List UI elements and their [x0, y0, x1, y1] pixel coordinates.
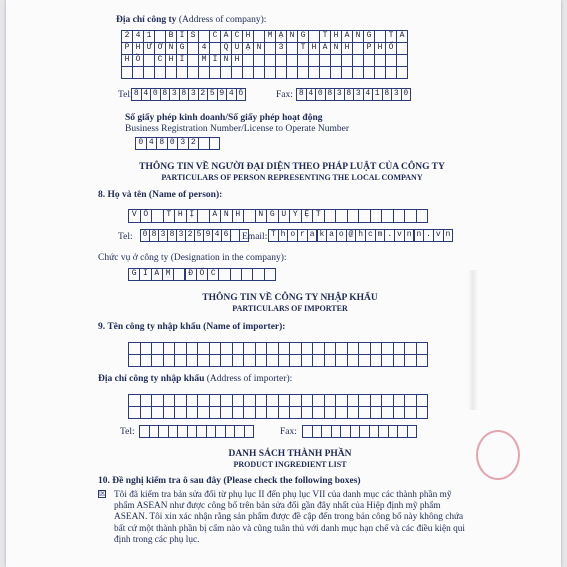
char-box[interactable]: m [375, 229, 386, 242]
importer-fax-label: Fax: [280, 427, 297, 437]
char-box[interactable] [416, 354, 429, 367]
char-box[interactable]: 4 [132, 30, 144, 43]
char-box[interactable]: H [341, 42, 353, 55]
char-box[interactable]: N [253, 42, 265, 55]
char-box[interactable]: 2 [121, 30, 133, 43]
char-box[interactable]: N [220, 209, 233, 223]
company-address-grid [121, 30, 408, 79]
char-box[interactable]: I [139, 268, 151, 281]
importer-name-grid [128, 342, 428, 367]
char-box[interactable]: Ồ [132, 54, 144, 67]
char-box[interactable] [407, 425, 418, 438]
char-box[interactable]: 0 [167, 137, 179, 150]
importer-tel-grid [139, 425, 254, 438]
char-box[interactable] [396, 66, 408, 79]
char-box[interactable] [416, 209, 429, 223]
char-box[interactable]: 3 [353, 88, 364, 101]
company-tel-label: Tel: [118, 90, 133, 100]
form-page [6, 0, 561, 567]
char-box[interactable]: H [232, 209, 245, 223]
char-box[interactable]: 8 [167, 229, 177, 242]
section-ingredients-title: DANH SÁCH THÀNH PHẦN [228, 449, 352, 459]
char-box[interactable]: S [187, 30, 199, 43]
char-box[interactable]: M [198, 54, 210, 67]
char-box[interactable]: Á [220, 30, 232, 43]
char-box[interactable]: N [330, 42, 342, 55]
check-heading: 10. Đề nghị kiểm tra ô sau đây (Please check the following boxes) [98, 476, 361, 486]
char-box[interactable]: 8 [344, 88, 355, 101]
char-box[interactable]: 9 [203, 229, 213, 242]
char-box[interactable]: C [154, 54, 166, 67]
char-box[interactable]: N [286, 30, 298, 43]
char-box[interactable]: 6 [221, 229, 231, 242]
char-box[interactable]: Ư [143, 42, 155, 55]
designation-grid [128, 268, 276, 281]
char-box[interactable]: 4 [212, 229, 222, 242]
char-box[interactable]: 3 [188, 88, 199, 101]
section-ingredients-subtitle: PRODUCT INGREDIENT LIST [233, 460, 347, 469]
char-box[interactable]: N [165, 42, 177, 55]
char-box[interactable]: T [297, 42, 309, 55]
char-box[interactable]: Á [151, 268, 163, 281]
char-box[interactable]: V [128, 209, 141, 223]
char-box[interactable]: 8 [382, 88, 393, 101]
char-box[interactable]: Ờ [154, 42, 166, 55]
char-box[interactable]: 2 [185, 229, 195, 242]
char-box[interactable]: T [319, 30, 331, 43]
char-box[interactable]: G [128, 268, 140, 281]
char-box[interactable]: o [336, 229, 347, 242]
company-fax-grid [296, 88, 411, 101]
char-box[interactable]: v [433, 229, 444, 242]
char-box[interactable]: 4 [226, 88, 237, 101]
char-box[interactable]: k [317, 229, 328, 242]
person-tel-label: Tel: [118, 232, 133, 242]
page-fold-shadow [468, 270, 478, 410]
char-box[interactable]: P [363, 42, 375, 55]
char-box[interactable]: a [326, 229, 337, 242]
char-box[interactable]: C [231, 30, 243, 43]
char-box[interactable]: À [319, 42, 331, 55]
company-tel-grid [131, 88, 246, 101]
char-box[interactable]: h [278, 229, 289, 242]
company-fax-label: Fax: [276, 90, 293, 100]
char-box[interactable]: n [404, 229, 415, 242]
char-box[interactable]: Í [176, 54, 188, 67]
char-box[interactable]: 2 [198, 88, 209, 101]
section-representative-subtitle: PARTICULARS OF PERSON REPRESENTING THE LOCAL COMPANY [161, 173, 423, 182]
section-importer-title: THÔNG TIN VỀ CÔNG TY NHẬP KHẨU [202, 293, 378, 303]
confirmation-checkbox[interactable]: ☒ [99, 489, 107, 498]
char-box[interactable]: T [163, 209, 176, 223]
license-label-en: Business Registration Number/License to Operate Number [125, 124, 349, 134]
char-box[interactable]: 0 [135, 137, 147, 150]
char-box[interactable]: H [174, 209, 187, 223]
char-box[interactable]: H [374, 42, 386, 55]
char-box[interactable]: H [132, 42, 144, 55]
char-box[interactable]: 3 [177, 137, 189, 150]
red-stamp-mark [476, 430, 520, 480]
char-box[interactable]: n [443, 229, 454, 242]
char-box[interactable]: c [365, 229, 376, 242]
char-box[interactable]: G [363, 30, 375, 43]
char-box[interactable]: 8 [179, 88, 190, 101]
importer-address-label: Địa chỉ công ty nhập khẩu (Address of importer): [98, 374, 293, 384]
char-box[interactable]: Õ [140, 209, 153, 223]
char-box[interactable]: 4 [363, 88, 374, 101]
char-box[interactable]: B [165, 30, 177, 43]
char-box[interactable]: G [266, 209, 279, 223]
char-box[interactable]: 8 [325, 88, 336, 101]
char-box[interactable] [244, 425, 255, 438]
char-box[interactable]: I [176, 30, 188, 43]
person-email-grid [268, 229, 453, 242]
char-box[interactable]: H [242, 30, 254, 43]
importer-tel-label: Tel: [120, 427, 135, 437]
char-box[interactable]: G [176, 42, 188, 55]
char-box[interactable]: Đ [185, 268, 197, 281]
designation-label: Chức vụ ở công ty (Designation in the company): [98, 253, 287, 263]
char-box[interactable]: 1 [143, 30, 155, 43]
char-box[interactable]: H [330, 30, 342, 43]
char-box[interactable]: 3 [176, 229, 186, 242]
char-box[interactable]: Ệ [301, 209, 314, 223]
person-email-label: Email: [242, 232, 268, 242]
char-box[interactable]: I [209, 54, 221, 67]
section-representative-title: THÔNG TIN VỀ NGƯỜI ĐẠI DIỆN THEO PHÁP LUẬT CỦA CÔNG TY [139, 162, 445, 172]
person-tel-grid [140, 229, 249, 242]
confirmation-text: Tôi đã kiểm tra bản sửa đổi từ phụ lục II đến phụ lục VII của danh mục các thành phần mỹ phẩm ASEAN như được công bố trên bản sửa đổi gần đây nhất của Hiệp định mỹ phẩm ASEAN. Tôi xin xác nhận rằng sản phẩm được đề cập đến trong bản công bố này không chứa bất cứ một thành phần bị cấm nào và cũng tuân thủ với danh mục hạn chế và các điều kiện qui định trong các phụ lục. [114, 490, 465, 545]
char-box[interactable]: v [394, 229, 405, 242]
char-box[interactable]: M [162, 268, 174, 281]
char-box[interactable]: T [268, 229, 279, 242]
char-box[interactable]: Á [396, 30, 408, 43]
char-box[interactable]: . [423, 229, 434, 242]
char-box[interactable]: 4 [146, 137, 158, 150]
char-box[interactable]: 0 [315, 88, 326, 101]
char-box[interactable]: 5 [207, 88, 218, 101]
char-box[interactable]: б [236, 88, 247, 101]
char-box[interactable]: C [209, 30, 221, 43]
char-box[interactable]: 8 [131, 88, 142, 101]
char-box[interactable]: H [121, 54, 133, 67]
importer-fax-grid [302, 425, 417, 438]
char-box[interactable]: U [278, 209, 291, 223]
char-box[interactable]: Á [209, 209, 222, 223]
char-box[interactable]: T [312, 209, 325, 223]
char-box[interactable]: N [220, 54, 232, 67]
char-box[interactable] [264, 268, 276, 281]
char-box[interactable]: 8 [156, 137, 168, 150]
char-box[interactable]: h [355, 229, 366, 242]
char-box[interactable]: 0 [401, 88, 412, 101]
char-box[interactable]: U [231, 42, 243, 55]
char-box[interactable]: C [207, 268, 219, 281]
char-box[interactable]: H [308, 42, 320, 55]
char-box[interactable] [209, 137, 221, 150]
importer-name-label: 9. Tên công ty nhập khẩu (Name of importer): [98, 322, 286, 332]
char-box[interactable]: 3 [158, 229, 168, 242]
char-box[interactable]: Ạ [275, 30, 287, 43]
char-box[interactable]: o [287, 229, 298, 242]
char-box[interactable]: Ố [196, 268, 208, 281]
char-box[interactable]: T [385, 30, 397, 43]
char-box[interactable]: . [384, 229, 395, 242]
char-box[interactable]: N [352, 30, 364, 43]
license-label: Số giấy phép kinh doanh/Số giấy phép hoạt động [125, 113, 323, 123]
char-box[interactable]: H [165, 54, 177, 67]
char-box[interactable]: r [297, 229, 308, 242]
char-box[interactable]: 4 [198, 42, 210, 55]
char-box[interactable]: 1 [372, 88, 383, 101]
char-box[interactable]: Ị [186, 209, 199, 223]
license-number-grid [135, 137, 220, 150]
char-box[interactable]: @ [346, 229, 357, 242]
person-name-label: 8. Họ và tên (Name of person): [98, 190, 223, 200]
char-box[interactable]: 3 [391, 88, 402, 101]
char-box[interactable]: 5 [194, 229, 204, 242]
char-box[interactable]: 9 [217, 88, 228, 101]
char-box[interactable]: a [307, 229, 318, 242]
char-box[interactable]: 0 [150, 88, 161, 101]
char-box[interactable]: Ố [385, 42, 397, 55]
section-importer-subtitle: PARTICULARS OF IMPORTER [232, 304, 348, 313]
char-box[interactable]: 4 [306, 88, 317, 101]
char-box[interactable]: 3 [334, 88, 345, 101]
char-box[interactable]: 2 [188, 137, 200, 150]
char-box[interactable]: 8 [160, 88, 171, 101]
char-box[interactable]: n [414, 229, 425, 242]
company-address-label: Địa chỉ công ty (Address of company): [116, 15, 267, 25]
char-box[interactable]: G [297, 30, 309, 43]
char-box[interactable]: 8 [149, 229, 159, 242]
importer-address-grid [128, 394, 428, 419]
char-box[interactable]: Ậ [242, 42, 254, 55]
char-box[interactable] [416, 406, 429, 419]
char-box[interactable]: 8 [296, 88, 307, 101]
char-box[interactable]: Q [220, 42, 232, 55]
char-box[interactable]: 4 [141, 88, 152, 101]
char-box[interactable]: N [255, 209, 268, 223]
char-box[interactable]: 0 [140, 229, 150, 242]
char-box[interactable]: Á [341, 30, 353, 43]
char-box[interactable]: P [121, 42, 133, 55]
person-name-grid [128, 209, 428, 223]
char-box[interactable]: 3 [169, 88, 180, 101]
char-box[interactable]: 3 [275, 42, 287, 55]
char-box[interactable]: Y [289, 209, 302, 223]
char-box[interactable]: M [264, 30, 276, 43]
char-box[interactable]: H [231, 54, 243, 67]
